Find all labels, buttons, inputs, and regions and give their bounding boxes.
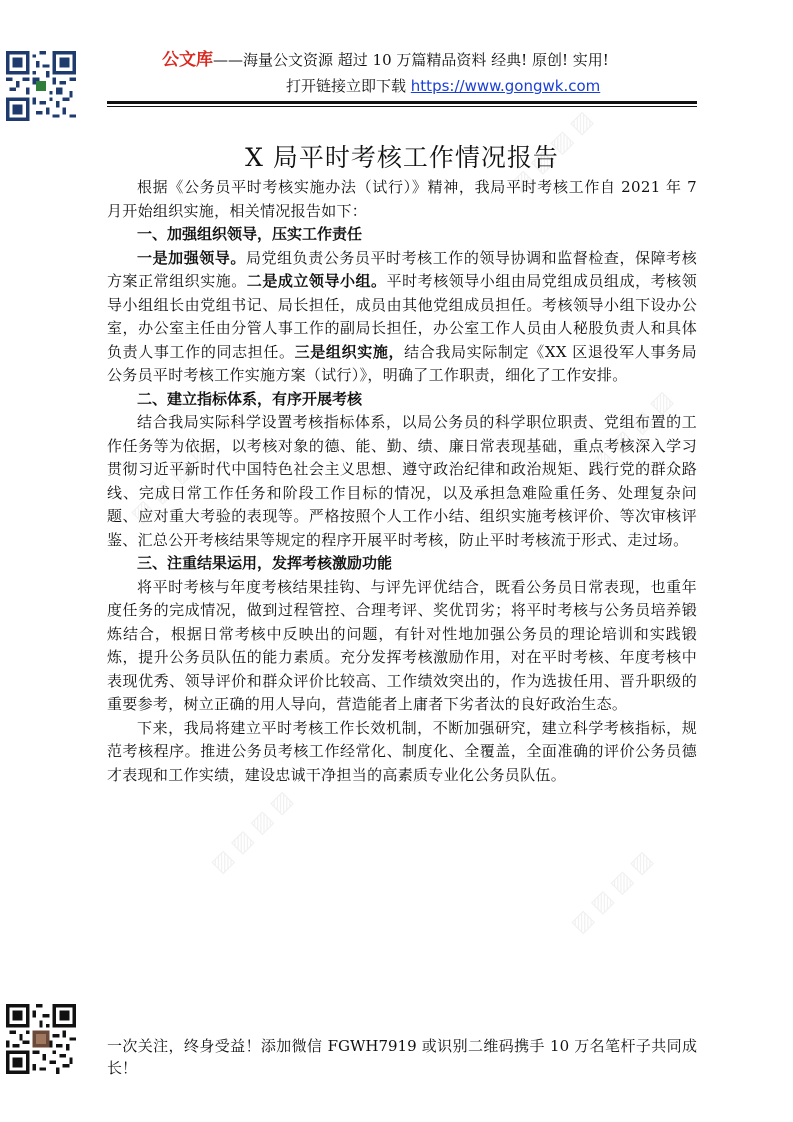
download-prefix: 打开链接立即下载 (286, 77, 407, 95)
body-text-2: 平时考核领导小组由局党组成员组成，考核领导小组组长由党组书记、局长担任，成员由其他党组成员担任。考核领导小组下设办公室，办公室主任由分管人事工作的副局长担任，办公室工作人员由人秘股负责人和具体负责人事工作的同志担任。 (107, 272, 698, 361)
watermark: ▨ ▨ ▨ ▨ (206, 786, 298, 879)
watermark: ▨ ▨ ▨ ▨ (126, 436, 218, 529)
qr-code-bottom[interactable] (6, 1003, 76, 1075)
header-divider-thick (107, 101, 697, 104)
section-2-paragraph: 结合我局实际科学设置考核指标体系，以局公务员的科学职位职责、党组布置的工作任务等为依据，以考核对象的德、能、勤、绩、廉日常表现基础，重点考核深入学习贯彻习近平新时代中国特色社会主义思想、遵守政治纪律和政治规矩、践行党的群众路线、完成日常工作任务和阶段工作目标的情况，以及承担急难险重任务、处理复杂问题、应对重大考验的表现等。严格按照个人工作小结、组织实施考核评价、等次审核评鉴、汇总公开考核结果等规定的程序开展平时考核，防止平时考核流于形式、走过场。 (107, 413, 697, 549)
header-tagline-line (162, 50, 722, 70)
qr-code-icon (6, 50, 76, 122)
body-text-1: 局党组负责公务员平时考核工作的领导协调和监督检查，保障考核方案正常组织实施。 (107, 248, 698, 290)
watermark: ▨ ▨ ▨ ▨ (586, 386, 678, 479)
body-text-3: 结合我局实际制定《XX 区退役军人事务局公务员平时考核工作实施方案（试行）》，明确了工作职责，细化了工作安排。 (107, 342, 697, 384)
header-download-line (286, 76, 706, 96)
closing-paragraph: 下来，我局将建立平时考核工作长效机制，不断加强研究，建立科学考核指标，规范考核程序。推进公务员考核工作经常化、制度化、全覆盖，全面准确的评价公务员德才表现和工作实绩，建设忠诚干净担当的高素质专业化公务员队伍。 (107, 718, 697, 784)
section-heading-2: 二、建立指标体系，有序开展考核 (137, 389, 363, 408)
section-heading-1: 一、加强组织领导，压实工作责任 (137, 225, 363, 243)
section-heading-3: 三、注重结果运用，发挥考核激励功能 (137, 554, 393, 572)
section-1-paragraph (107, 247, 697, 388)
section-3-paragraph: 将平时考核与年度考核结果挂钩、与评先评优结合，既看公务员日常表现，也重年度任务的完成情况，做到过程管控、合理考评、奖优罚劣；将平时考核与公务员培养锻炼结合，根据日常考核中反映出的问题，有针对性地加强公务员的理论培训和实践锻炼，提升公务员队伍的能力素质。充分发挥考核激励作用，对在平时考核、年度考核中表现优秀、领导评价和群众评价比较高、工作绩效突出的，作为选拔任用、晋升职级的重要参考，树立正确的用人导向，营造能者上庸者下劣者汰的良好政治生态。 (107, 577, 697, 713)
qr-code-top[interactable] (6, 50, 76, 122)
qr-code-icon (6, 1003, 76, 1075)
watermark: ▨ ▨ ▨ ▨ (506, 106, 598, 199)
watermark: ▨ ▨ ▨ ▨ (566, 846, 658, 939)
lead-text-2: 二是成立领导小组。 (246, 272, 387, 290)
document-title: X 局平时考核工作情况报告 (245, 143, 559, 172)
intro-paragraph: 根据《公务员平时考核实施办法（试行）》精神，我局平时考核工作自 2021 年 7 月开始组织实施，相关情况报告如下： (107, 178, 697, 220)
footer-promo-text: 一次关注，终身受益！添加微信 FGWH7919 或识别二维码携手 10 万名笔杆子共同成长！ (107, 1037, 697, 1077)
lead-text-1: 一是加强领导。 (137, 248, 246, 267)
header-divider-thin (107, 106, 697, 107)
lead-text-3: 三是组织实施， (294, 342, 405, 361)
brand-name[interactable]: 公文库 (162, 50, 213, 70)
download-link[interactable]: https://www.gongwk.com (410, 77, 601, 95)
document-body (107, 140, 697, 787)
header-tagline: ——海量公文资源 超过 10 万篇精品资料 经典! 原创! 实用! (213, 51, 609, 69)
